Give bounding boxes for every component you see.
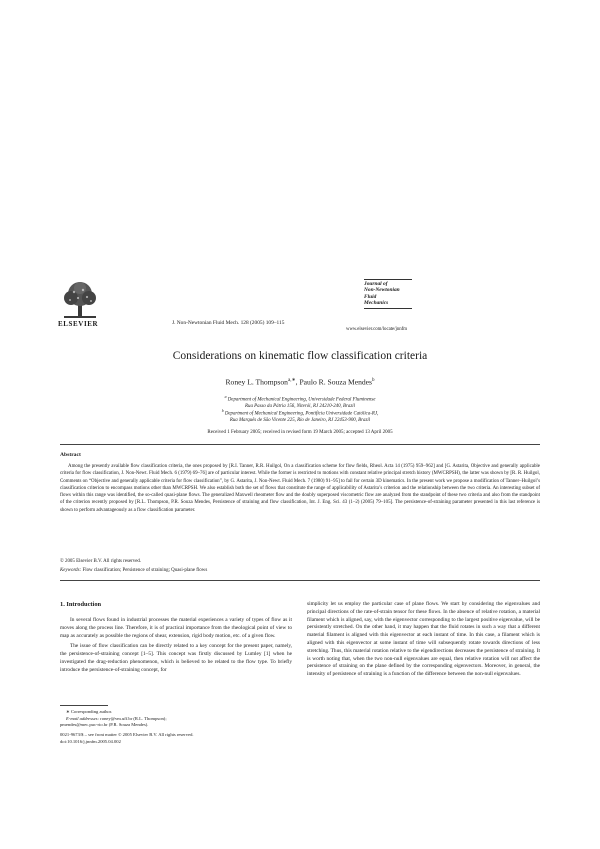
paragraph: simplicity let us employ the particular case of plane flows. We start by considering the eigenvalues and principal directions of the rate-of-strain tensor for these flows. In the absence of relative rotation, a material filament which is aligned, say, with the eigenvector corresponding to the largest positive eigenvalue, will be persistently stretched. On the other hand, it may happen that the fluid rotates in such a way that a different material filament is aligned with this eigenvector at each instant of time. In this case, a filament which is aligned with this eigenvector at some instant of time will subsequently rotate towards directions of less stretching. Thus, this material rotation relative to the eigendirections decreases the persistence of straining. It is worth noting that, when the two non-null eigenvalues are equal, then relative rotation will not affect the persistence of straining on the plane defined by the corresponding eigenvectors. Moreover, in general, the intensity of persistence of straining is a function of the difference between the non-null eigenvalues.: [307, 601, 540, 678]
journal-citation: J. Non-Newtonian Fluid Mech. 128 (2005) 109–115: [172, 320, 285, 326]
affiliation-line: Department of Mechanical Engineering, Pontifícia Universidade Católica-RJ,: [224, 411, 379, 417]
right-column: [307, 601, 540, 679]
section-heading: 1. Introduction: [60, 601, 102, 608]
copyright: © 2005 Elsevier B.V. All rights reserved.: [60, 559, 142, 564]
issn-line: 0021-9673/$ – see front matter © 2005 Elsevier B.V. All rights reserved.: [60, 732, 194, 737]
email-label: E-mail addresses:: [66, 715, 100, 721]
author-list: [0, 377, 600, 387]
affiliation-mark: b: [221, 409, 224, 413]
publisher-name: ELSEVIER: [58, 320, 99, 328]
left-column: [60, 617, 292, 678]
abstract-heading: Abstract: [60, 452, 81, 458]
journal-url[interactable]: www.elsevier.com/locate/jnnfm: [346, 327, 407, 332]
author-separator: ,: [295, 377, 300, 387]
journal-logo-line: Fluid: [364, 293, 377, 300]
abstract-body: Among the presently available flow classification criteria, the ones proposed by [R.I. Tanner, R.R. Huilgol, On a classification scheme for flow fields, Rheol. Acta 14 (1975) 959–962] and [G. Astarita, Objective and generally applicable criteria for flow classification, J. Non-Newt. Fluid Mech. 6 (1979) 69–76] are of particular interest. While the former is restricted to motions with constant relative principal stretch history (MWCRPSH), the latter was shown by [R. R. Huilgol, Comments on “Objective and generally applicable criteria for flow classification”, by G. Astarita, J. Non-Newt. Fluid Mech. 7 (1980) 91–95] to fail for certain 3D kinematics. In the present work we propose a modification of Tanner–Huilgol’s classification criterion to encompass motions other than MWCRPSH. We also establish both the set of flows that constitute the range of applicability of Astarita’s criterion and the relationship between the two criteria. An interesting subset of flows within this range was identified, the so-called quasi-plane flows. The generalized Maxwell rheometer flow and the doubly superposed viscometric flow are analyzed from the standpoint of these two criteria and also from the standpoint of the criterion recently proposed by [R.L. Thompson, P.R. Souza Mendes, Persistence of straining and flow classification, Int. J. Eng. Sci. 43 (1–2) (2005) 79–105]. The persistence-of-straining parameter presented in this last reference is shown to perform advantageously as a flow classification parameter.: [60, 464, 540, 513]
footnote-corresponding: ∗ Corresponding author.: [66, 709, 113, 714]
keywords-text: Flow classification; Persistence of straining; Quasi-plane flows: [81, 568, 208, 573]
journal-logo-line: Mechanics: [364, 300, 389, 307]
affiliation-line: Department of Mechanical Engineering, Universidade Federal Fluminense: [227, 397, 376, 403]
journal-logo-rule: [364, 308, 412, 309]
journal-logo: [364, 278, 412, 310]
keywords: [60, 568, 207, 573]
author-name: Roney L. Thompson: [225, 377, 288, 387]
paper-title: Considerations on kinematic flow classification criteria: [172, 350, 428, 362]
footnote-rule: [60, 705, 108, 706]
affiliation-line: Rua Marquês de São Vicente 225, Rio de Janeiro, RJ 22453-900, Brazil: [229, 417, 371, 423]
author-superscript: b: [372, 378, 375, 383]
elsevier-tree-logo: [58, 280, 102, 320]
journal-logo-line: Non-Newtonian: [364, 287, 400, 294]
paragraph: In several flows found in industrial processes the material experiences a variety of types of flow as it moves along the process line. Therefore, it is of practical importance from the rheological point of view to map as accurately as possible the regions of shear, extension, rigid body motion, etc. of a given flow.: [60, 617, 292, 639]
journal-logo-rule: [364, 279, 412, 280]
paragraph: The issue of flow classification can be directly related to a key concept for the present paper, namely, the persistence-of-straining concept [1–5]. This concept was firstly discussed by Lumley [1] when he investigated the drag-reduction phenomenon, which is believed to be related to the flow type. To briefly introduce the persistence-of-straining concept, for: [60, 643, 292, 673]
email-address[interactable]: roney@vm.uff.br (R.L. Thompson);: [99, 715, 167, 721]
doi-line[interactable]: doi:10.1016/j.jnnfm.2005.04.002: [60, 738, 121, 744]
author-superscript: a,∗: [287, 378, 296, 383]
front-matter: [60, 732, 292, 745]
journal-logo-line: Journal of: [364, 281, 388, 287]
email-address[interactable]: pmendes@mec.puc-rio.br (P.R. Souza Mendes).: [60, 722, 149, 728]
affiliation-line: Rua Passo da Pátria 156, Niterói, RJ 24210-240, Brazil: [245, 403, 355, 409]
footnotes: [60, 709, 292, 729]
received-dates: Received 1 February 2005; received in revised form 19 March 2005; accepted 13 April 2005: [207, 430, 393, 435]
divider: [60, 444, 540, 445]
divider: [60, 580, 540, 581]
affiliation-mark: a: [224, 395, 227, 399]
author-name: Paulo R. Souza Mendes: [299, 377, 373, 387]
affiliation-b: [0, 408, 600, 424]
keywords-label: Keywords:: [60, 568, 82, 573]
